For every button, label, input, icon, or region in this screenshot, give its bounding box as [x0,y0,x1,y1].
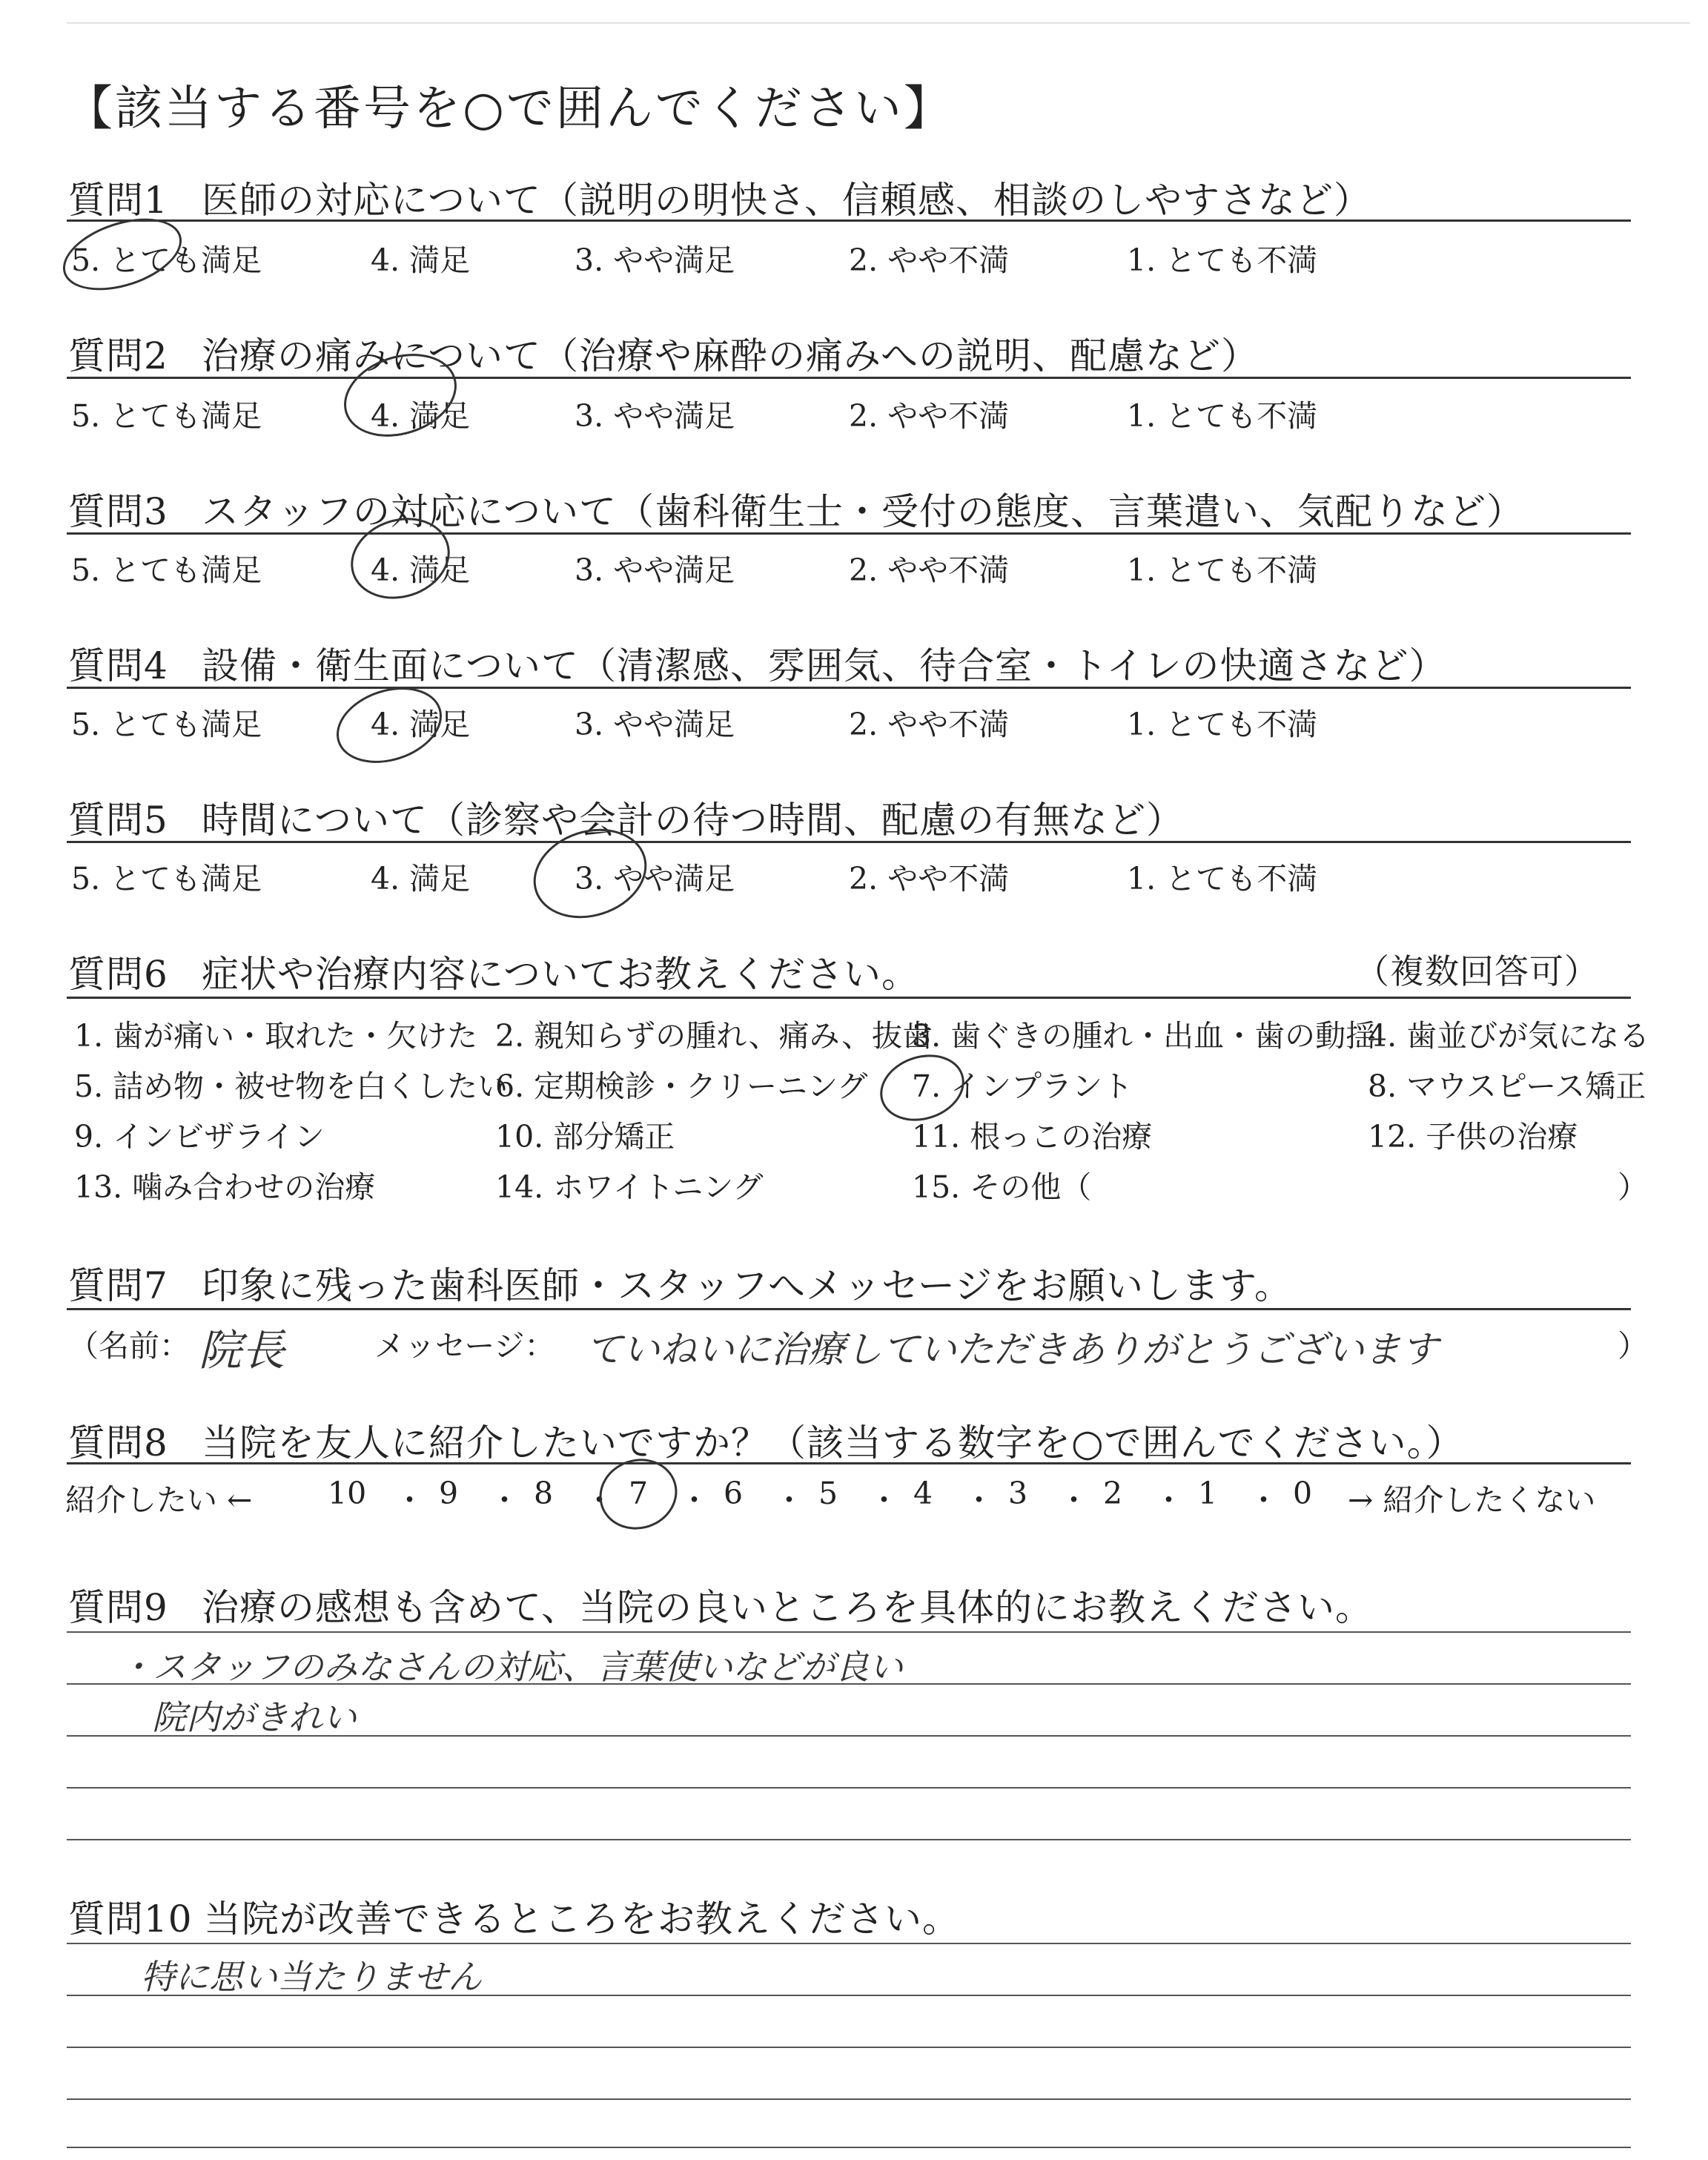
question-rule [67,1462,1631,1464]
option-3[interactable]: 3. やや満足 [575,707,735,742]
question-title: 医師の対応について（説明の明快さ、信頼感、相談のしやすさなど） [202,179,1371,222]
scale-dot: ・ [964,1482,994,1518]
symptom-option-13[interactable]: 13. 噛み合わせの治療 [74,1169,376,1205]
question-rule [67,841,1631,843]
question-title: 時間について（診察や会計の待つ時間、配慮の有無など） [202,799,1184,842]
option-4[interactable]: 4. 満足 [371,398,471,434]
scale-dot: ・ [1248,1482,1279,1518]
scale-dot: ・ [489,1482,520,1518]
option-4[interactable]: 4. 満足 [371,552,471,588]
name-value[interactable]: 院長 [199,1325,285,1375]
option-5[interactable]: 5. とても満足 [71,242,262,278]
question-label: 質問5 [68,799,168,842]
scale-dot: ・ [774,1482,804,1518]
scale-right-label: → 紹介したくない [1348,1482,1596,1518]
multiple-answer-note: （複数回答可） [1355,951,1599,991]
question-label: 質問8 [68,1421,168,1464]
answer-line [67,1631,1631,1633]
option-2[interactable]: 2. やや不満 [849,552,1010,588]
question-title: 設備・衛生面について（清潔感、雰囲気、待合室・トイレの快適さなど） [202,644,1447,687]
symptom-option-12[interactable]: 12. 子供の治療 [1368,1119,1578,1155]
symptom-option-5[interactable]: 5. 詰め物・被せ物を白くしたい [74,1069,509,1104]
answer-text-line-1[interactable]: ・スタッフのみなさんの対応、言葉使いなどが良い [119,1647,903,1687]
answer-text-line-2[interactable]: 院内がきれい [152,1697,357,1737]
option-2[interactable]: 2. やや不満 [849,707,1010,742]
scale-value-1[interactable]: 1 [1198,1476,1218,1511]
question-rule [67,997,1631,999]
message-close-paren: ） [1618,1328,1648,1364]
top-border [67,22,1690,24]
scale-value-3[interactable]: 3 [1008,1476,1028,1511]
answer-line [67,2047,1631,2048]
symptom-option-10[interactable]: 10. 部分矯正 [495,1119,675,1155]
scale-dot: ・ [394,1482,425,1518]
question-rule [67,1308,1631,1310]
question-label: 質問7 [68,1264,168,1307]
question-title: スタッフの対応について（歯科衛生士・受付の態度、言葉遣い、気配りなど） [202,490,1524,533]
scale-value-5[interactable]: 5 [818,1476,838,1511]
option-3[interactable]: 3. やや満足 [575,242,735,278]
option-1[interactable]: 1. とても不満 [1127,552,1318,588]
symptom-option-3[interactable]: 3. 歯ぐきの腫れ・出血・歯の動揺 [912,1018,1377,1054]
question-title: 症状や治療内容についてお教えください。 [202,953,919,996]
question-title: 治療の痛みについて（治療や麻酔の痛みへの説明、配慮など） [202,334,1259,377]
message-label: メッセージ： [374,1328,555,1364]
option-5[interactable]: 5. とても満足 [71,552,262,588]
question-rule [67,219,1631,222]
option-5[interactable]: 5. とても満足 [71,707,262,742]
option-4[interactable]: 4. 満足 [371,861,471,896]
symptom-option-15[interactable]: 15. その他（ [912,1169,1092,1205]
option-4[interactable]: 4. 満足 [371,242,471,278]
question-label: 質問4 [68,644,168,687]
answer-line [67,2147,1631,2148]
scale-value-9[interactable]: 9 [439,1476,459,1511]
option-1[interactable]: 1. とても不満 [1127,398,1318,434]
selection-circle [327,675,452,776]
question-label: 質問6 [68,953,168,996]
option-4[interactable]: 4. 満足 [371,707,471,742]
option-3[interactable]: 3. やや満足 [575,861,735,896]
symptom-option-9[interactable]: 9. インビザライン [74,1119,325,1155]
question-title: 当院が改善できるところをお教えください。 [204,1898,960,1941]
symptom-option-6[interactable]: 6. 定期検診・クリーニング [495,1069,868,1104]
question-title: 印象に残った歯科医師・スタッフへメッセージをお願いします。 [202,1264,1292,1307]
scale-left-label: 紹介したい ← [65,1482,253,1518]
symptom-option-8[interactable]: 8. マウスピース矯正 [1368,1069,1646,1104]
symptom-option-14[interactable]: 14. ホワイトニング [495,1169,764,1205]
answer-line [67,1839,1631,1840]
symptom-option-7[interactable]: 7. インプラント [912,1069,1133,1104]
answer-line [67,1943,1631,1944]
scale-dot: ・ [679,1482,709,1518]
scale-dot: ・ [1153,1482,1184,1518]
symptom-option-1[interactable]: 1. 歯が痛い・取れた・欠けた [74,1018,478,1054]
option-1[interactable]: 1. とても不満 [1127,861,1318,896]
option-2[interactable]: 2. やや不満 [849,398,1010,434]
question-title: 治療の感想も含めて、当院の良いところを具体的にお教えください。 [202,1586,1373,1629]
option-5[interactable]: 5. とても満足 [71,398,262,434]
question-rule [67,687,1631,689]
question-rule [67,377,1631,379]
question-label: 質問10 [68,1898,193,1941]
option-1[interactable]: 1. とても不満 [1127,707,1318,742]
scale-dot: ・ [869,1482,899,1518]
scale-value-8[interactable]: 8 [534,1476,554,1511]
name-label: （名前： [68,1328,190,1364]
page-title: 【該当する番号を○で囲んでください】 [65,82,953,136]
question-label: 質問9 [68,1586,168,1629]
answer-line [67,1787,1631,1789]
option-2[interactable]: 2. やや不満 [849,861,1010,896]
option-3[interactable]: 3. やや満足 [575,398,735,434]
question-title: 当院を友人に紹介したいですか？（該当する数字を○で囲んでください。） [202,1421,1464,1464]
scale-dot: ・ [1059,1482,1089,1518]
symptom-option-11[interactable]: 11. 根っこの治療 [912,1119,1153,1155]
question-label: 質問2 [68,334,168,377]
symptom-option-4[interactable]: 4. 歯並びが気になる [1368,1018,1650,1054]
option-3[interactable]: 3. やや満足 [575,552,735,588]
scale-value-10[interactable]: 10 [328,1476,367,1511]
scale-value-6[interactable]: 6 [724,1476,744,1511]
option-1[interactable]: 1. とても不満 [1127,242,1318,278]
other-close-paren: ） [1618,1169,1648,1205]
question-rule [67,532,1631,535]
message-value[interactable]: ていねいに治療していただきありがとうございます [586,1328,1438,1371]
answer-line [67,2098,1631,2100]
scale-dot: ・ [584,1482,615,1518]
option-2[interactable]: 2. やや不満 [849,242,1010,278]
question-label: 質問3 [68,490,168,533]
scale-value-0[interactable]: 0 [1293,1476,1313,1511]
answer-text-line-1[interactable]: 特に思い当たりません [141,1957,482,1997]
symptom-option-2[interactable]: 2. 親知らずの腫れ、痛み、抜歯 [495,1018,933,1054]
question-label: 質問1 [68,179,168,222]
scale-value-2[interactable]: 2 [1103,1476,1123,1511]
option-5[interactable]: 5. とても満足 [71,861,262,896]
scale-value-7[interactable]: 7 [629,1476,649,1511]
scale-value-4[interactable]: 4 [913,1476,933,1511]
